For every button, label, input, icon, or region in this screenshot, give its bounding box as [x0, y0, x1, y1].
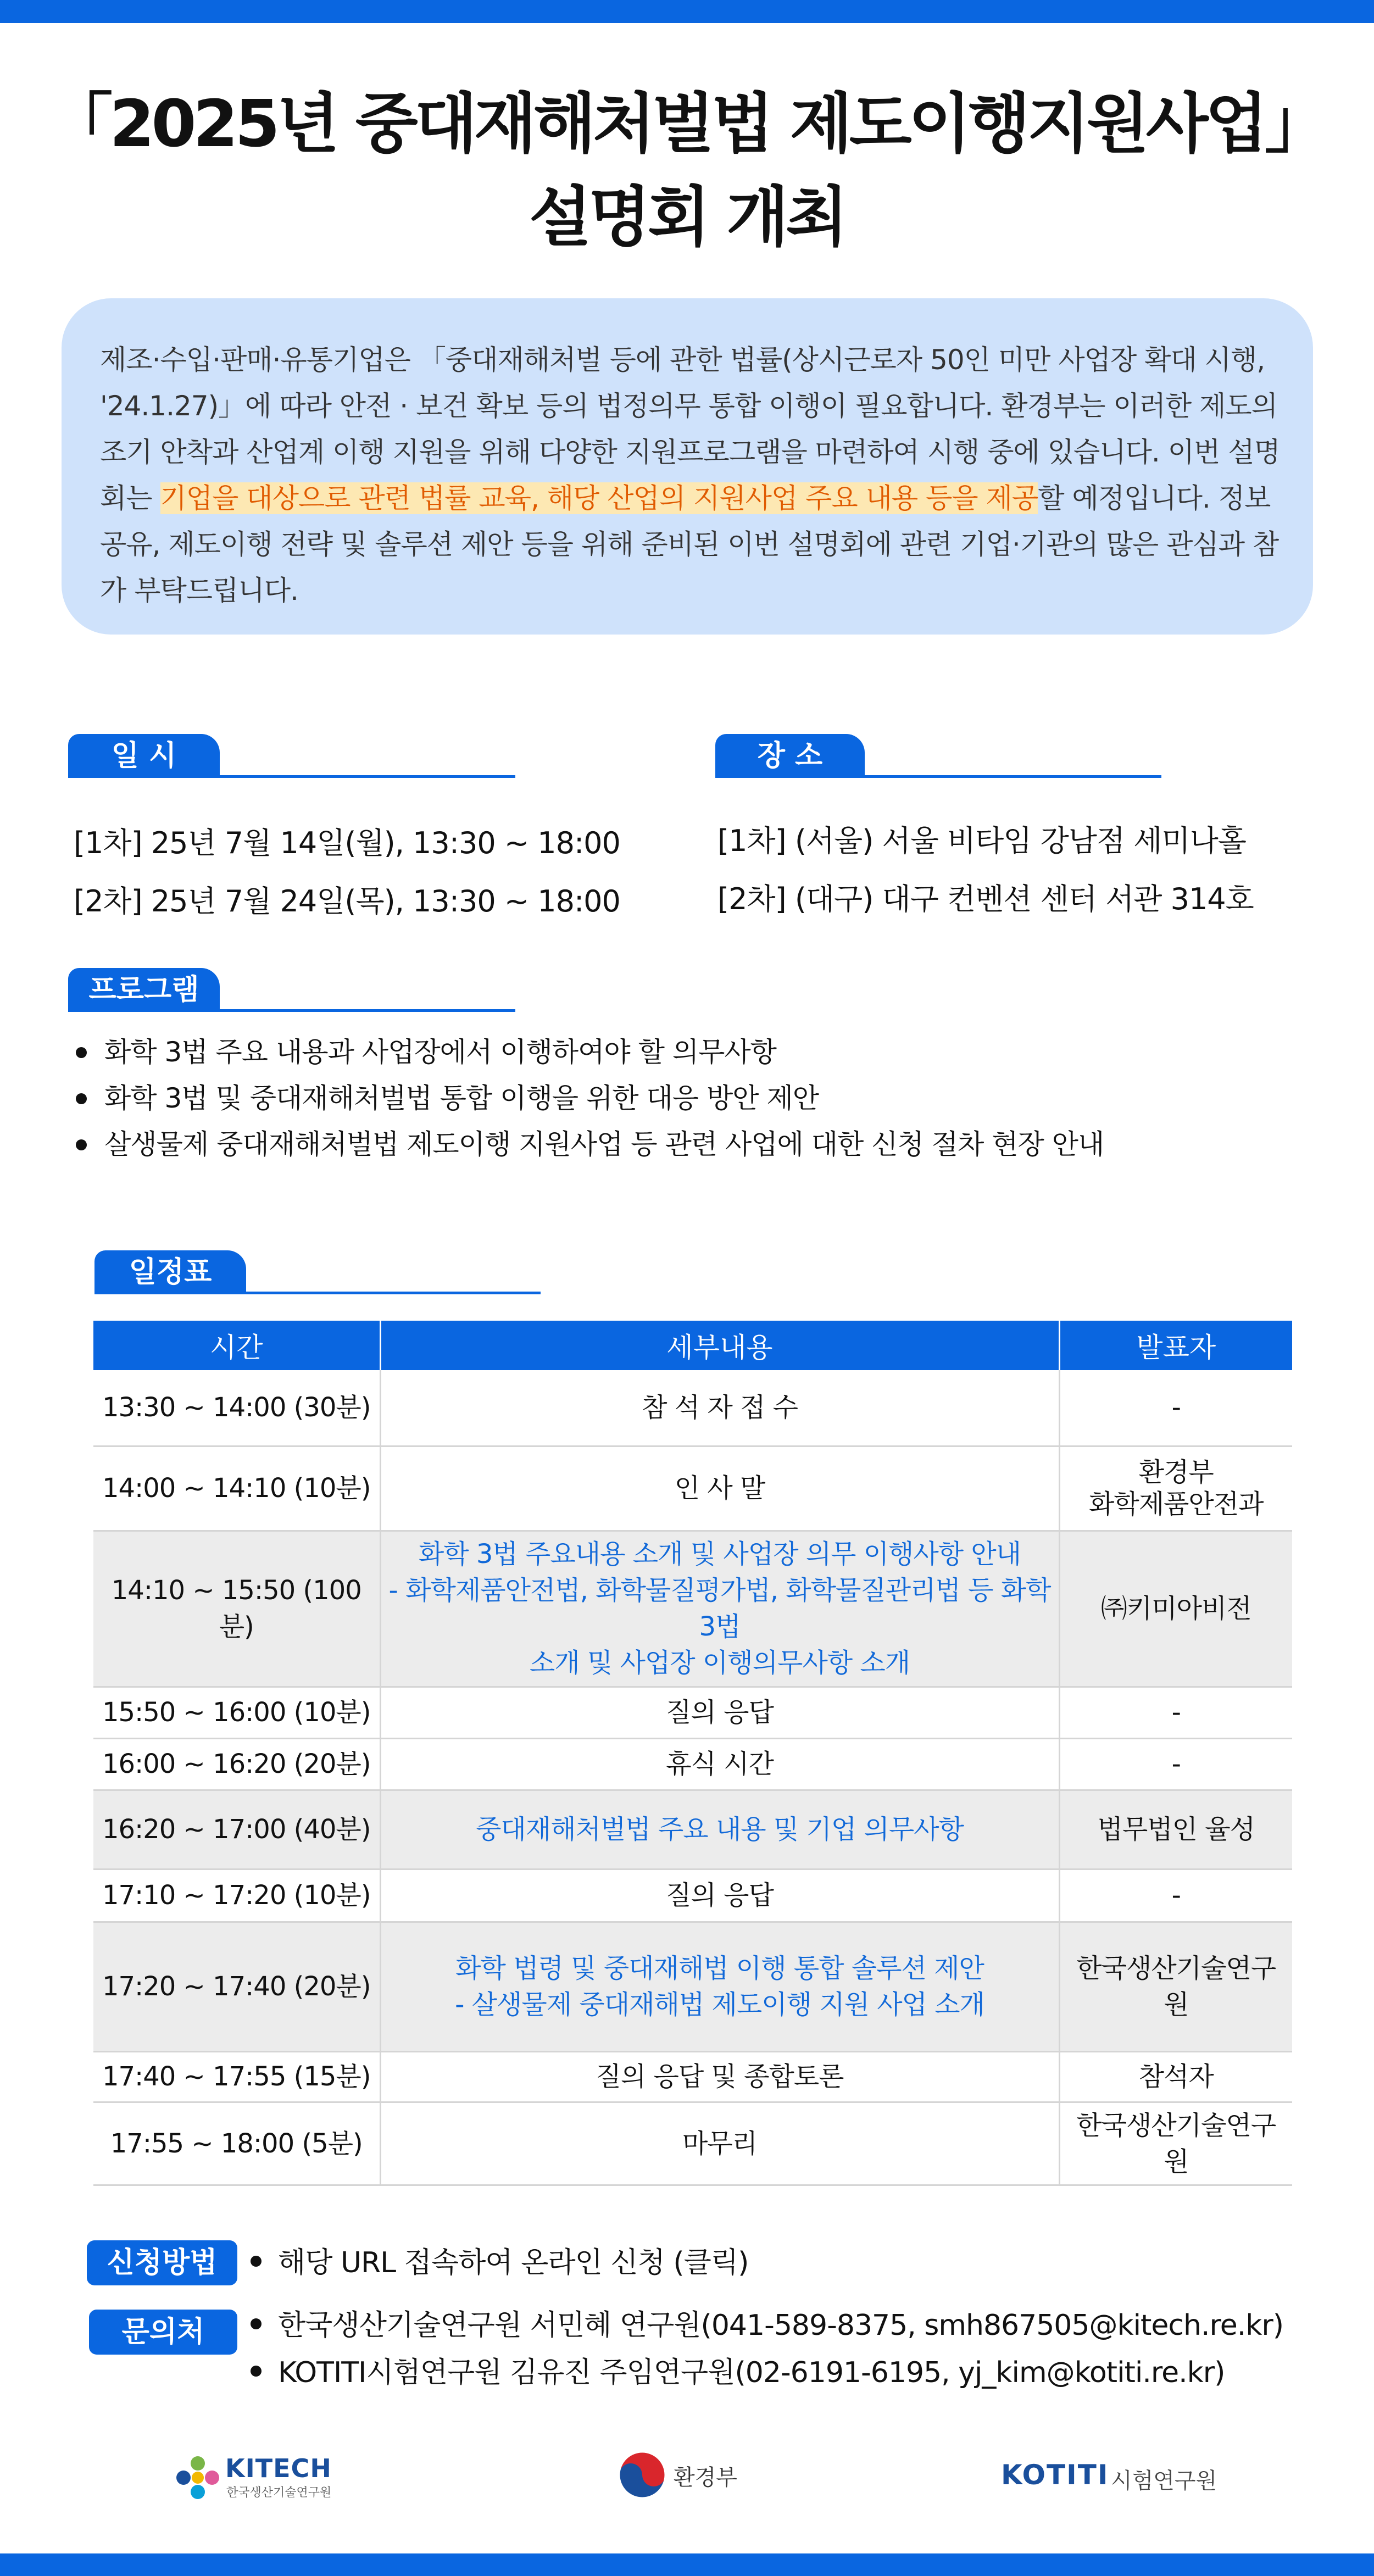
program-section-header [68, 968, 515, 1012]
top-accent-bar [0, 0, 1374, 23]
program-section-label: 프로그램 [68, 968, 220, 1012]
row-time: 16:20 ~ 17:00 (40분) [93, 1790, 380, 1869]
table-row [93, 1446, 1292, 1531]
table-row [93, 1531, 1292, 1687]
apply-link[interactable]: 해당 URL 접속하여 온라인 신청 (클릭) [278, 2246, 749, 2279]
bottom-accent-bar [0, 2553, 1374, 2576]
place-item-1: [1차] (서울) 서울 비타임 강남점 세미나홀 [717, 824, 1246, 858]
kotiti-logo-text: KOTITI [1001, 2459, 1109, 2491]
row-time: 17:20 ~ 17:40 (20분) [93, 1922, 380, 2051]
row-presenter: ㈜키미아비전 [1059, 1531, 1292, 1687]
date-section-label: 일 시 [68, 734, 220, 778]
apply-line[interactable] [251, 2244, 748, 2282]
contact-item-2 [251, 2354, 1225, 2392]
program-section-underline [68, 1009, 515, 1012]
row-content: 질의 응답 및 종합토론 [380, 2051, 1059, 2102]
program-list [71, 1033, 1280, 1171]
page-title-line2: 설명회 개최 [529, 179, 845, 255]
row-presenter: - [1059, 1738, 1292, 1790]
row-time: 17:10 ~ 17:20 (10분) [93, 1869, 380, 1922]
row-presenter: - [1059, 1370, 1292, 1446]
row-time: 17:55 ~ 18:00 (5분) [93, 2102, 380, 2185]
date-item-1: [1차] 25년 7월 14일(월), 13:30 ~ 18:00 [74, 826, 620, 860]
row-content: 질의 응답 [380, 1687, 1059, 1738]
row-time: 16:00 ~ 16:20 (20분) [93, 1738, 380, 1790]
row-content: 중대재해처벌법 주요 내용 및 기업 의무사항 [380, 1790, 1059, 1869]
row-presenter: 환경부 화학제품안전과 [1059, 1446, 1292, 1531]
date-item-2: [2차] 25년 7월 24일(목), 13:30 ~ 18:00 [74, 884, 620, 919]
table-row [93, 1687, 1292, 1738]
row-content: 인 사 말 [380, 1446, 1059, 1531]
bullet-icon [76, 1139, 87, 1150]
table-row [93, 1869, 1292, 1922]
schedule-section-header [94, 1250, 541, 1294]
kitech-logo-text: KITECH [225, 2453, 332, 2483]
row-time: 14:10 ~ 15:50 (100분) [93, 1531, 380, 1687]
date-section-header [68, 734, 515, 778]
table-row [93, 1738, 1292, 1790]
table-row [93, 2102, 1292, 2185]
row-presenter: 한국생산기술연구원 [1059, 1922, 1292, 2051]
row-presenter: - [1059, 1687, 1292, 1738]
date-section-underline [68, 775, 515, 778]
row-content: 질의 응답 [380, 1869, 1059, 1922]
table-row [93, 2051, 1292, 2102]
schedule-section-label: 일정표 [94, 1250, 246, 1294]
moe-logo-icon [618, 2450, 667, 2500]
bullet-icon [76, 1047, 87, 1058]
moe-logo-text: 환경부 [674, 2465, 737, 2490]
header-content: 세부내용 [380, 1321, 1059, 1370]
place-item-2: [2차] (대구) 대구 컨벤션 센터 서관 314호 [717, 882, 1254, 916]
schedule-table [93, 1321, 1292, 2186]
row-time: 13:30 ~ 14:00 (30분) [93, 1370, 380, 1446]
kitech-logo-icon [175, 2456, 221, 2500]
header-presenter: 발표자 [1059, 1321, 1292, 1370]
schedule-section-underline [94, 1292, 541, 1294]
place-section-underline [715, 775, 1161, 778]
list-item [71, 1125, 1280, 1164]
row-time: 14:00 ~ 14:10 (10분) [93, 1446, 380, 1531]
row-time: 15:50 ~ 16:00 (10분) [93, 1687, 380, 1738]
row-presenter: - [1059, 1869, 1292, 1922]
intro-text [100, 337, 1280, 614]
bullet-icon [251, 2318, 262, 2329]
place-section-header [715, 734, 1161, 778]
apply-label: 신청방법 [87, 2240, 237, 2285]
row-presenter: 참석자 [1059, 2051, 1292, 2102]
kitech-logo-subtext: 한국생산기술연구원 [226, 2486, 332, 2500]
place-section-label: 장 소 [715, 734, 865, 778]
program-item-1: 화학 3법 주요 내용과 사업장에서 이행하여야 할 의무사항 [104, 1036, 776, 1068]
row-content: 마무리 [380, 2102, 1059, 2185]
contact-text-1: 한국생산기술연구원 서민혜 연구원(041-589-8375, smh867505@kitech.re.kr) [278, 2309, 1284, 2342]
list-item [71, 1033, 1280, 1071]
table-row [93, 1790, 1292, 1869]
row-content: 화학 법령 및 중대재해법 이행 통합 솔루션 제안 - 살생물제 중대재해법 제도이행 지원 사업 소개 [380, 1922, 1059, 2051]
row-presenter: 법무법인 율성 [1059, 1790, 1292, 1869]
header-time: 시간 [93, 1321, 380, 1370]
row-time: 17:40 ~ 17:55 (15분) [93, 2051, 380, 2102]
program-item-2: 화학 3법 및 중대재해처벌법 통합 이행을 위한 대응 방안 제안 [104, 1082, 819, 1114]
row-content: 휴식 시간 [380, 1738, 1059, 1790]
program-item-3: 살생물제 중대재해처벌법 제도이행 지원사업 등 관련 사업에 대한 신청 절차 현장 안내 [104, 1128, 1104, 1160]
kotiti-logo-subtext: 시험연구원 [1111, 2468, 1217, 2494]
page-title-line1: 「2025년 중대재해처벌법 제도이행지원사업」 [48, 86, 1326, 162]
table-header-row [93, 1321, 1292, 1370]
row-content: 화학 3법 주요내용 소개 및 사업장 의무 이행사항 안내 - 화학제품안전법, 화학물질평가법, 화학물질관리법 등 화학 3법 소개 및 사업장 이행의무사항 소개 [380, 1531, 1059, 1687]
contact-label: 문의처 [89, 2310, 237, 2355]
bullet-icon [76, 1093, 87, 1104]
table-row [93, 1922, 1292, 2051]
intro-text-before: 제조·수입·판매·유통기업은 「중대재해처벌 등에 관한 법률(상시근로자 50인 미만 사업장 확대 시행, '24.1.27)」에 따라 안전 · 보건 확보 등의 법정의무 통합 이행이 필요합니다. 환경부는 이러한 제도의 조기 안착과 산업계 이행 지원을 위해 다양한 지원프로그램을 마련하여 시행 중에 있습니다. 이번 설명회는 [100, 344, 1280, 514]
intro-highlight: 기업을 대상으로 관련 법률 교육, 해당 산업의 지원사업 주요 내용 등을 제공 [160, 482, 1038, 514]
table-row [93, 1370, 1292, 1446]
row-presenter: 한국생산기술연구원 [1059, 2102, 1292, 2185]
intro-box [62, 298, 1313, 635]
row-content: 참 석 자 접 수 [380, 1370, 1059, 1446]
intro-text-after: 할 예정입니다. 정보공유, 제도이행 전략 및 솔루션 제안 등을 위해 준비된 이번 설명회에 관련 기업·기관의 많은 관심과 참가 부탁드립니다. [100, 482, 1279, 607]
bullet-icon [251, 2366, 262, 2377]
contact-item-1 [251, 2306, 1283, 2345]
bullet-icon [251, 2256, 262, 2267]
contact-text-2: KOTITI시험연구원 김유진 주임연구원(02-6191-6195, yj_kim@kotiti.re.kr) [278, 2356, 1225, 2389]
list-item [71, 1079, 1280, 1117]
